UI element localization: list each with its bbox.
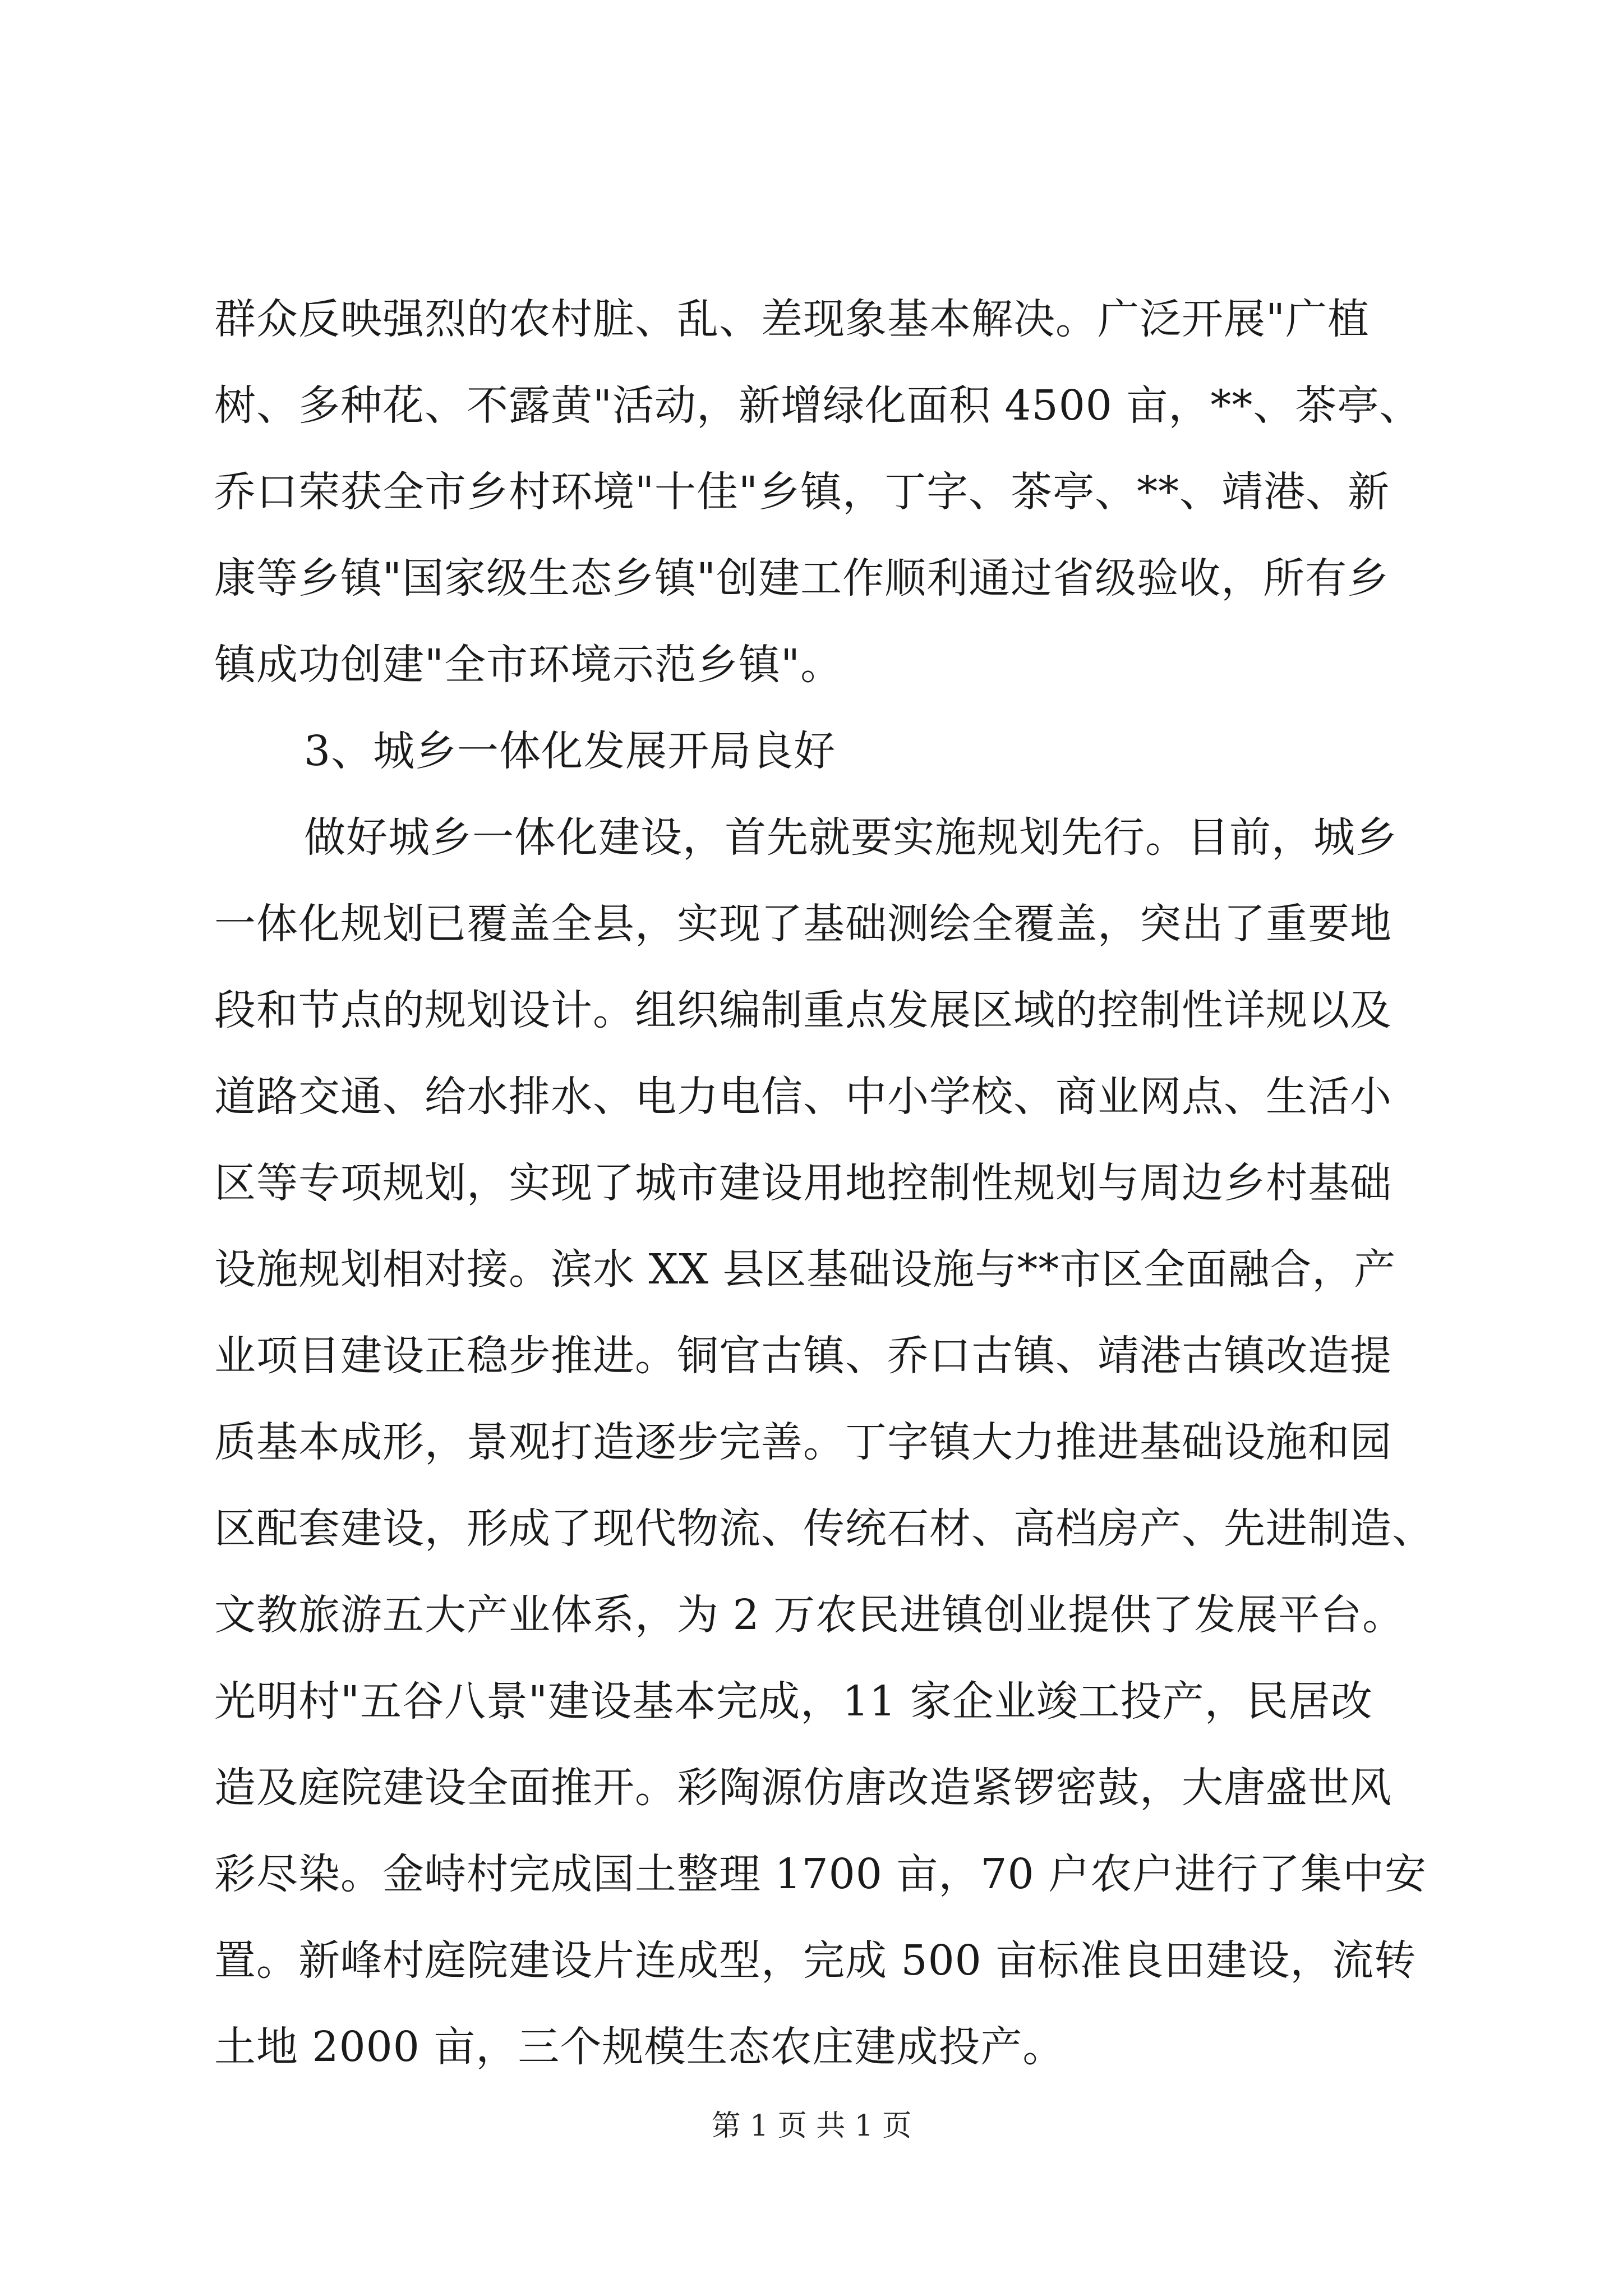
paragraph-1-line-5: 镇成功创建"全市环境示范乡镇"。 bbox=[214, 641, 843, 689]
paragraph-2-line-14: 置。新峰村庭院建设片连成型，完成 500 亩标准良田建设，流转 bbox=[214, 1936, 1417, 1985]
paragraph-1-line-4: 康等乡镇"国家级生态乡镇"创建工作顺利通过省级验收，所有乡 bbox=[214, 554, 1390, 602]
paragraph-2-line-4: 道路交通、给水排水、电力电信、中小学校、商业网点、生活小 bbox=[214, 1073, 1392, 1121]
page-footer bbox=[0, 2106, 1623, 2146]
paragraph-2-line-5: 区等专项规划，实现了城市建设用地控制性规划与周边乡村基础 bbox=[214, 1159, 1392, 1207]
document-body bbox=[214, 276, 1434, 2090]
page-number-label: 第 1 页 共 1 页 bbox=[711, 2109, 912, 2143]
section-heading: 3、城乡一体化发展开局良好 bbox=[304, 727, 836, 775]
paragraph-2-line-8: 质基本成形，景观打造逐步完善。丁字镇大力推进基础设施和园 bbox=[214, 1418, 1392, 1466]
paragraph-2-line-15: 土地 2000 亩，三个规模生态农庄建成投产。 bbox=[214, 2023, 1065, 2071]
paragraph-1-line-1: 群众反映强烈的农村脏、乱、差现象基本解决。广泛开展"广植 bbox=[214, 295, 1370, 343]
paragraph-2-line-9: 区配套建设，形成了现代物流、传统石材、高档房产、先进制造、 bbox=[214, 1504, 1434, 1553]
paragraph-1-line-3: 乔口荣获全市乡村环境"十佳"乡镇，丁字、茶亭、**、靖港、新 bbox=[214, 468, 1390, 516]
paragraph-2-line-1: 做好城乡一体化建设，首先就要实施规划先行。目前，城乡 bbox=[304, 813, 1398, 862]
paragraph-2-line-10: 文教旅游五大产业体系，为 2 万农民进镇创业提供了发展平台。 bbox=[214, 1591, 1405, 1639]
paragraph-2-line-6: 设施规划相对接。滨水 XX 县区基础设施与**市区全面融合，产 bbox=[214, 1245, 1396, 1294]
paragraph-2-line-11: 光明村"五谷八景"建设基本完成，11 家企业竣工投产，民居改 bbox=[214, 1677, 1373, 1726]
paragraph-1-line-2: 树、多种花、不露黄"活动，新增绿化面积 4500 亩，**、茶亭、 bbox=[214, 381, 1422, 430]
paragraph-2-line-7: 业项目建设正稳步推进。铜官古镇、乔口古镇、靖港古镇改造提 bbox=[214, 1332, 1392, 1380]
paragraph-2-line-12: 造及庭院建设全面推开。彩陶源仿唐改造紧锣密鼓，大唐盛世风 bbox=[214, 1764, 1392, 1812]
paragraph-2-line-13: 彩尽染。金峙村完成国土整理 1700 亩，70 户农户进行了集中安 bbox=[214, 1850, 1427, 1898]
paragraph-2-line-2: 一体化规划已覆盖全县，实现了基础测绘全覆盖，突出了重要地 bbox=[214, 900, 1392, 948]
paragraph-2-line-3: 段和节点的规划设计。组织编制重点发展区域的控制性详规以及 bbox=[214, 986, 1392, 1034]
